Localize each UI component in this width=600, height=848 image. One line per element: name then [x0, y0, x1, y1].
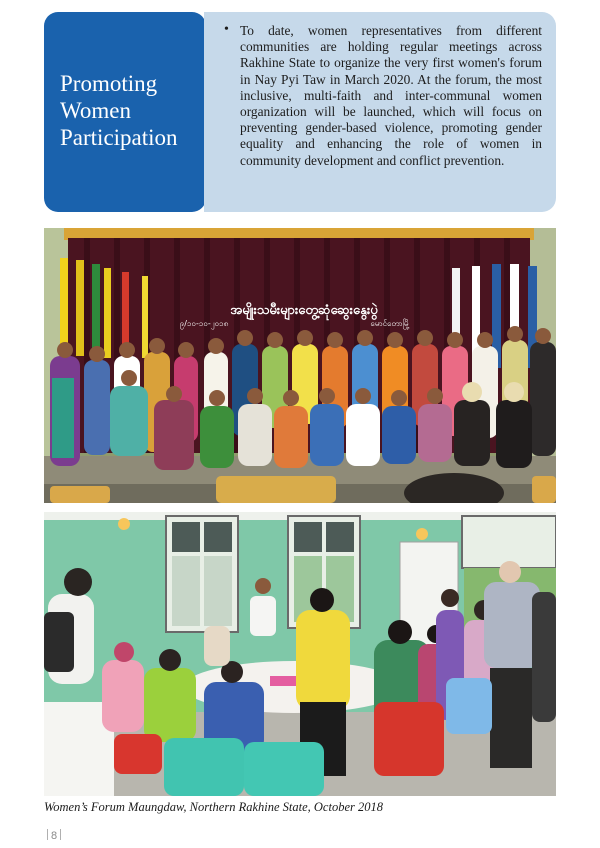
- bullet-icon: •: [224, 22, 229, 37]
- banner-title: အမျိုးသမီးများတွေ့ဆုံဆွေးနွေးပွဲ: [230, 303, 378, 318]
- section-title-box: [44, 12, 206, 212]
- group-photo: [44, 228, 556, 503]
- section-title-line-3: Participation: [60, 125, 178, 150]
- section-title-line-1: Promoting: [60, 71, 158, 96]
- banner-date: ၉/၁၀-၁၀-၂၀၁၈: [179, 319, 229, 328]
- page-number: [44, 829, 64, 842]
- section-title-line-2: Women: [60, 98, 131, 123]
- banner-place: မောင်တောမြို့: [370, 319, 410, 328]
- bullet-paragraph: To date, women representatives from different communities are holding regular meetings across Rakhine State to organize the very first women's forum in Nay Pyi Taw in March 2020. At the forum, the most inclusive, multi-faith and inter-communal women organization will be launched, which will focus on preventing gender-based violence, promoting gender equality and enhancing the role of women in community development and conflict prevention.: [240, 23, 542, 168]
- bullet-text-box: [204, 12, 556, 212]
- page-number-right-bar: [60, 829, 61, 840]
- section-header: [44, 12, 556, 212]
- photo-caption: Women’s Forum Maungdaw, Northern Rakhine State, October 2018: [44, 800, 383, 814]
- meeting-photo: [44, 512, 556, 796]
- page-number-value: 8: [51, 830, 58, 842]
- page-number-left-bar: [47, 829, 48, 840]
